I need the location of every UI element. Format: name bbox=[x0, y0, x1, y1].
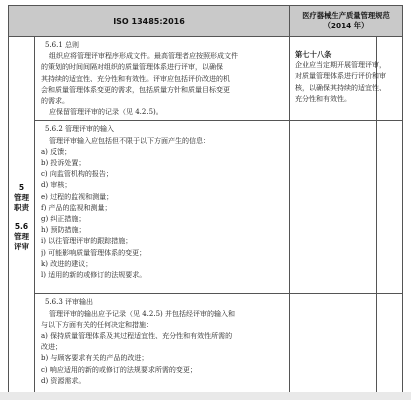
header-regulation-title: 医疗器械生产质量管理规范 bbox=[302, 11, 390, 20]
clause-name-part2: 职责 bbox=[14, 202, 29, 212]
subclause-name-part1: 管理 bbox=[14, 231, 29, 241]
list-item: f) 产品的监视和测量； bbox=[41, 203, 112, 212]
list-item: g) 纠正措施； bbox=[41, 215, 86, 224]
section-title: 5.6.3 评审输出 bbox=[45, 298, 94, 307]
list-item: i) 以往管理评审的跟踪措施； bbox=[41, 237, 133, 246]
section-5-6-1 bbox=[35, 37, 290, 121]
article-line: 充分性和有效性。 bbox=[295, 94, 351, 103]
section-intro: 管理评审输入应包括但不限于以下方面产生的信息： bbox=[49, 136, 210, 145]
list-item: d) 资源需求。 bbox=[41, 376, 86, 385]
paragraph-line: 的策划的时间间隔对组织的质量管理体系进行评审，以确保 bbox=[41, 63, 223, 72]
section-5-6-2 bbox=[35, 121, 290, 294]
list-item: j) 可能影响质量管理体系的变更； bbox=[41, 248, 147, 257]
list-item: c) 向监管机构的报告； bbox=[41, 170, 113, 179]
list-item: c) 响应适用的新的或修订的法规要求所需的变更； bbox=[41, 365, 197, 374]
list-item: b) 与顾客要求有关的产品的改进； bbox=[41, 354, 149, 363]
paragraph-line: 其持续的适宜性、充分性和有效性。评审应包括评价改进的机 bbox=[41, 74, 230, 83]
list-item: h) 预防措施； bbox=[41, 226, 86, 235]
section-5-6-3 bbox=[35, 294, 290, 398]
list-item: a) 反馈； bbox=[41, 147, 72, 156]
header-regulation bbox=[290, 6, 403, 37]
list-item: l) 适用的新的或修订的法规要求。 bbox=[41, 271, 147, 280]
header-row bbox=[9, 6, 403, 37]
subclause-number: 5.6 bbox=[14, 221, 29, 231]
row-5-6-1 bbox=[9, 37, 403, 121]
article-line: 对质量管理体系进行评价和审 bbox=[295, 72, 386, 81]
header-regulation-year: （2014 年） bbox=[323, 21, 369, 30]
paragraph-line: 的需求。 bbox=[41, 97, 69, 106]
list-item: e) 过程的监视和测量； bbox=[41, 192, 114, 201]
row-5-6-3 bbox=[9, 294, 403, 398]
article-line: 企业应当定期开展管理评审， bbox=[295, 61, 386, 70]
paragraph-line: 组织应将管理评审程序形成文件。最高管理者应按照形成文件 bbox=[49, 52, 238, 61]
comparison-table bbox=[8, 5, 403, 398]
paragraph-line: 会和质量管理体系变更的需求，包括质量方针和质量目标变更 bbox=[41, 85, 230, 94]
list-item: d) 审核； bbox=[41, 181, 72, 190]
record-line: 应保留管理评审的记录（见 4.2.5)。 bbox=[49, 108, 163, 117]
empty-cell bbox=[377, 294, 403, 398]
section-title: 5.6.2 管理评审的输入 bbox=[45, 125, 115, 134]
list-item: k) 改进的建议； bbox=[41, 259, 93, 268]
list-item-continuation: 改进； bbox=[41, 343, 62, 352]
empty-cell bbox=[290, 121, 377, 294]
article-78-cell bbox=[290, 37, 386, 121]
clause-label-cell bbox=[9, 37, 35, 398]
list-item: b) 投诉处置； bbox=[41, 159, 86, 168]
row-5-6-2 bbox=[9, 121, 403, 294]
article-title: 第七十八条 bbox=[295, 50, 332, 59]
clause-number: 5 bbox=[18, 182, 25, 192]
subclause-name-part2: 评审 bbox=[14, 241, 29, 251]
empty-cell bbox=[290, 294, 377, 398]
article-line: 核，以确保其持续的适宜性、 bbox=[295, 83, 386, 92]
clause-name-part1: 管理 bbox=[14, 192, 29, 202]
section-title: 5.6.1 总则 bbox=[45, 41, 80, 49]
empty-cell bbox=[377, 121, 403, 294]
paragraph-line: 管理评审的输出应予记录（见 4.2.5) 并包括经评审的输入和 bbox=[49, 309, 235, 318]
header-iso-standard: ISO 13485:2016 bbox=[9, 6, 290, 37]
list-item: a) 保持质量管理体系及其过程适宜性、充分性和有效性所需的 bbox=[41, 332, 233, 341]
paragraph-line: 与以下方面有关的任何决定和措施： bbox=[41, 320, 153, 329]
